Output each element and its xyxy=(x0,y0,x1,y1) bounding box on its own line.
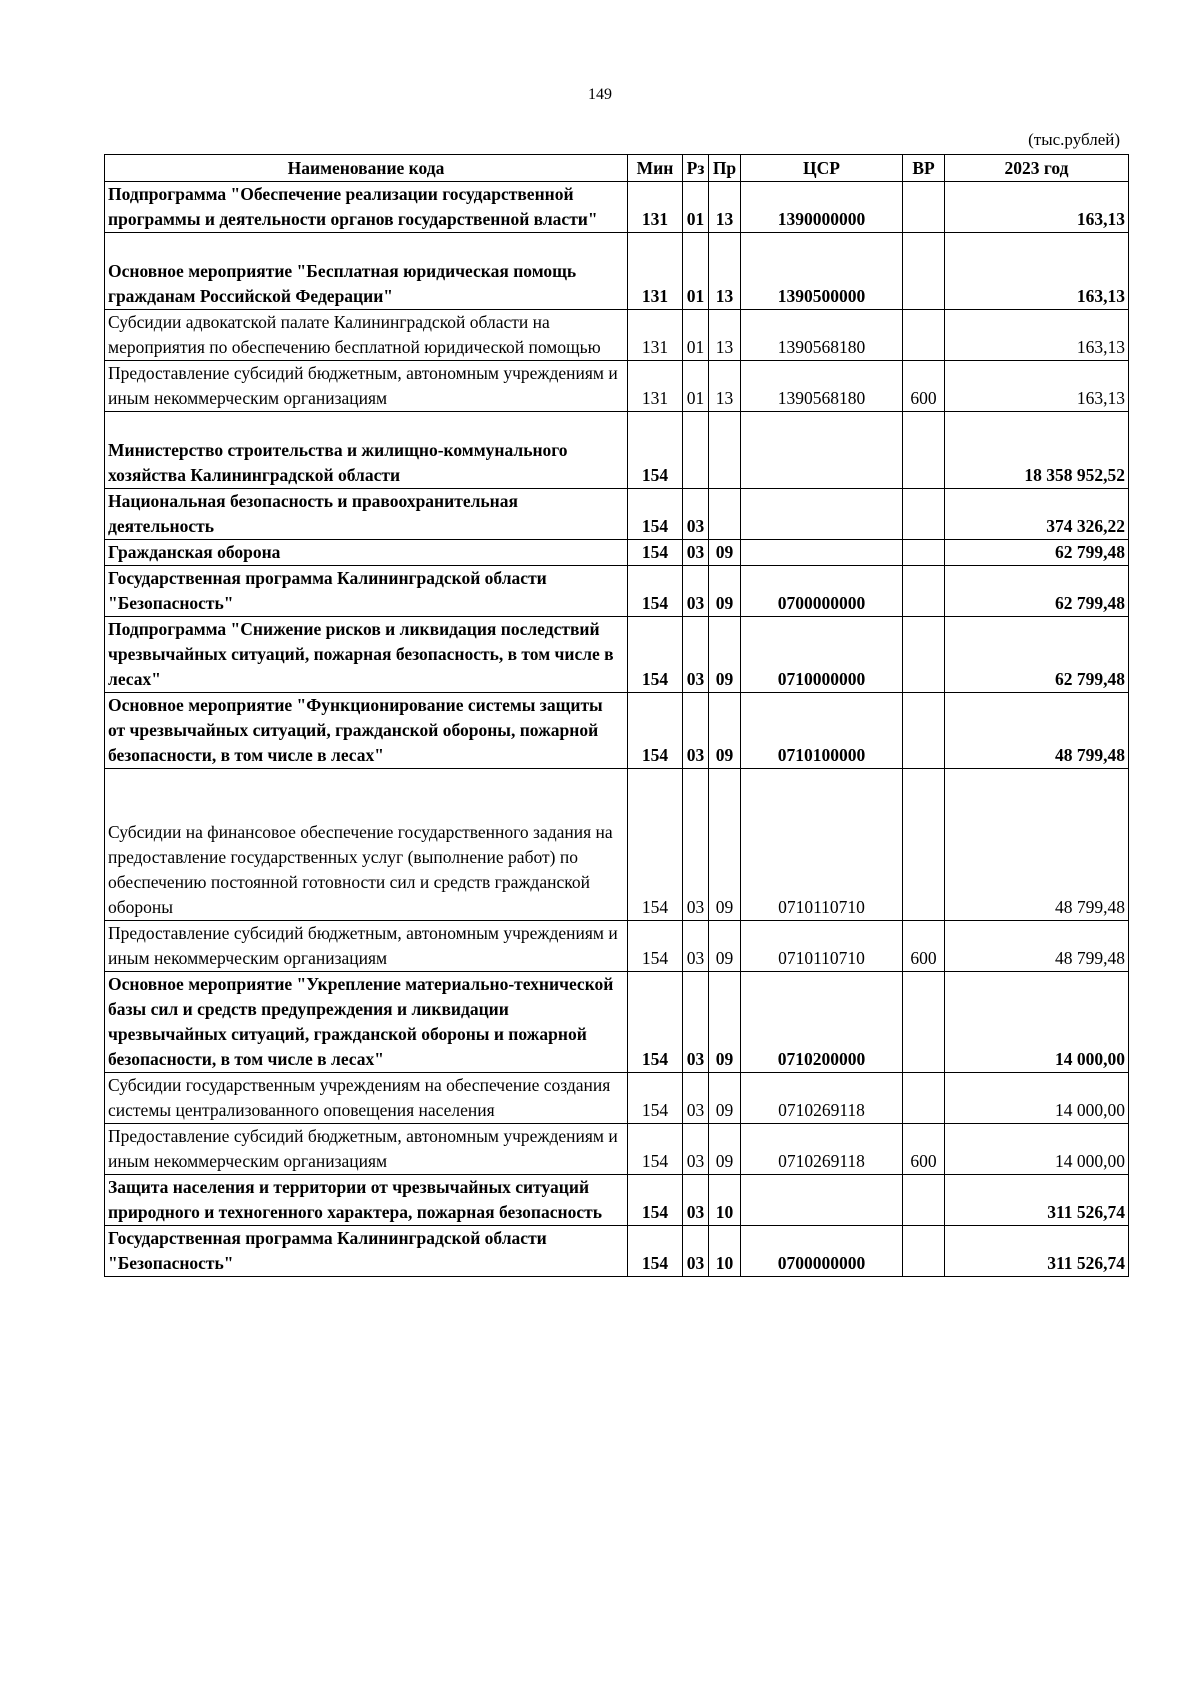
row-vr xyxy=(903,1175,945,1226)
row-min: 154 xyxy=(628,540,683,566)
row-rz: 03 xyxy=(683,921,709,972)
row-vr: 600 xyxy=(903,921,945,972)
row-amount: 62 799,48 xyxy=(945,617,1129,693)
table-row xyxy=(105,769,1129,921)
row-amount: 62 799,48 xyxy=(945,566,1129,617)
header-name: Наименование кода xyxy=(105,155,628,182)
row-min: 154 xyxy=(628,489,683,540)
row-amount: 163,13 xyxy=(945,182,1129,233)
row-amount: 163,13 xyxy=(945,233,1129,310)
row-rz: 01 xyxy=(683,182,709,233)
row-pr xyxy=(709,412,741,489)
row-amount: 14 000,00 xyxy=(945,1124,1129,1175)
row-pr xyxy=(709,489,741,540)
row-csr: 0710269118 xyxy=(741,1124,903,1175)
row-csr: 0710100000 xyxy=(741,693,903,769)
row-min: 154 xyxy=(628,1073,683,1124)
row-amount: 48 799,48 xyxy=(945,693,1129,769)
header-csr: ЦСР xyxy=(741,155,903,182)
row-pr: 09 xyxy=(709,540,741,566)
header-year: 2023 год xyxy=(945,155,1129,182)
row-name: Защита населения и территории от чрезвычайных ситуаций природного и техногенного характера, пожарная безопасность xyxy=(105,1175,628,1226)
row-name: Основное мероприятие "Укрепление материально-технической базы сил и средств предупреждения и ликвидации чрезвычайных ситуаций, гражданской обороны и пожарной безопасности, в том числе в лесах" xyxy=(105,972,628,1073)
header-min: Мин xyxy=(628,155,683,182)
row-name: Подпрограмма "Обеспечение реализации государственной программы и деятельности органов государственной власти" xyxy=(105,182,628,233)
header-row xyxy=(105,155,1129,182)
header-rz: Рз xyxy=(683,155,709,182)
row-vr xyxy=(903,489,945,540)
row-vr xyxy=(903,412,945,489)
row-min: 154 xyxy=(628,617,683,693)
row-rz: 03 xyxy=(683,617,709,693)
row-min: 131 xyxy=(628,361,683,412)
table-row xyxy=(105,617,1129,693)
row-pr: 13 xyxy=(709,233,741,310)
row-csr: 0710110710 xyxy=(741,769,903,921)
row-pr: 09 xyxy=(709,769,741,921)
row-amount: 163,13 xyxy=(945,310,1129,361)
row-min: 154 xyxy=(628,769,683,921)
row-vr xyxy=(903,310,945,361)
row-min: 131 xyxy=(628,182,683,233)
table-row xyxy=(105,972,1129,1073)
row-vr xyxy=(903,617,945,693)
row-pr: 09 xyxy=(709,566,741,617)
row-name: Основное мероприятие "Функционирование системы защиты от чрезвычайных ситуаций, гражданской обороны, пожарной безопасности, в том числе в лесах" xyxy=(105,693,628,769)
row-amount: 14 000,00 xyxy=(945,972,1129,1073)
row-csr: 1390568180 xyxy=(741,310,903,361)
row-rz: 03 xyxy=(683,1226,709,1277)
table-row xyxy=(105,489,1129,540)
row-amount: 374 326,22 xyxy=(945,489,1129,540)
row-csr: 0710269118 xyxy=(741,1073,903,1124)
row-name: Субсидии на финансовое обеспечение государственного задания на предоставление государственных услуг (выполнение работ) по обеспечению постоянной готовности сил и средств гражданской обороны xyxy=(105,769,628,921)
row-rz: 03 xyxy=(683,566,709,617)
page-number: 149 xyxy=(588,86,612,103)
table-row xyxy=(105,566,1129,617)
row-rz: 03 xyxy=(683,1175,709,1226)
row-pr: 13 xyxy=(709,361,741,412)
row-csr: 0700000000 xyxy=(741,1226,903,1277)
table-row xyxy=(105,1175,1129,1226)
row-amount: 311 526,74 xyxy=(945,1226,1129,1277)
row-pr: 09 xyxy=(709,921,741,972)
row-name: Министерство строительства и жилищно-коммунального хозяйства Калининградской области xyxy=(105,412,628,489)
table-row xyxy=(105,412,1129,489)
row-csr: 0710000000 xyxy=(741,617,903,693)
row-name: Государственная программа Калининградской области "Безопасность" xyxy=(105,1226,628,1277)
row-csr: 0710110710 xyxy=(741,921,903,972)
row-min: 154 xyxy=(628,1124,683,1175)
row-amount: 18 358 952,52 xyxy=(945,412,1129,489)
row-vr xyxy=(903,972,945,1073)
row-rz: 03 xyxy=(683,1124,709,1175)
row-amount: 163,13 xyxy=(945,361,1129,412)
row-name: Предоставление субсидий бюджетным, автономным учреждениям и иным некоммерческим организациям xyxy=(105,361,628,412)
row-pr: 10 xyxy=(709,1226,741,1277)
row-rz xyxy=(683,412,709,489)
table-row xyxy=(105,1073,1129,1124)
row-rz: 01 xyxy=(683,361,709,412)
row-pr: 10 xyxy=(709,1175,741,1226)
row-vr xyxy=(903,540,945,566)
row-min: 131 xyxy=(628,233,683,310)
row-name: Гражданская оборона xyxy=(105,540,628,566)
row-csr: 0700000000 xyxy=(741,566,903,617)
row-vr xyxy=(903,693,945,769)
table-row xyxy=(105,361,1129,412)
row-pr: 09 xyxy=(709,693,741,769)
row-vr xyxy=(903,1073,945,1124)
table-row xyxy=(105,1124,1129,1175)
row-name: Основное мероприятие "Бесплатная юридическая помощь гражданам Российской Федерации" xyxy=(105,233,628,310)
row-min: 154 xyxy=(628,693,683,769)
header-pr: Пр xyxy=(709,155,741,182)
row-min: 154 xyxy=(628,1175,683,1226)
row-pr: 13 xyxy=(709,310,741,361)
row-csr xyxy=(741,489,903,540)
row-vr xyxy=(903,1226,945,1277)
row-pr: 09 xyxy=(709,972,741,1073)
header-vr: ВР xyxy=(903,155,945,182)
row-name: Национальная безопасность и правоохранительная деятельность xyxy=(105,489,628,540)
row-min: 154 xyxy=(628,921,683,972)
row-min: 154 xyxy=(628,972,683,1073)
row-rz: 03 xyxy=(683,1073,709,1124)
row-csr: 0710200000 xyxy=(741,972,903,1073)
row-name: Предоставление субсидий бюджетным, автономным учреждениям и иным некоммерческим организациям xyxy=(105,921,628,972)
row-csr: 1390568180 xyxy=(741,361,903,412)
table-row xyxy=(105,693,1129,769)
table-row xyxy=(105,182,1129,233)
row-pr: 09 xyxy=(709,1124,741,1175)
table-row xyxy=(105,310,1129,361)
row-name: Предоставление субсидий бюджетным, автономным учреждениям и иным некоммерческим организациям xyxy=(105,1124,628,1175)
units-label: (тыс.рублей) xyxy=(1028,130,1120,149)
row-pr: 09 xyxy=(709,1073,741,1124)
row-rz: 01 xyxy=(683,233,709,310)
row-vr: 600 xyxy=(903,1124,945,1175)
row-min: 154 xyxy=(628,412,683,489)
row-csr xyxy=(741,412,903,489)
row-vr xyxy=(903,769,945,921)
table-row xyxy=(105,233,1129,310)
table-row xyxy=(105,1226,1129,1277)
row-rz: 03 xyxy=(683,693,709,769)
table-row xyxy=(105,921,1129,972)
row-amount: 48 799,48 xyxy=(945,769,1129,921)
row-rz: 03 xyxy=(683,489,709,540)
row-amount: 14 000,00 xyxy=(945,1073,1129,1124)
row-rz: 01 xyxy=(683,310,709,361)
row-amount: 48 799,48 xyxy=(945,921,1129,972)
row-amount: 62 799,48 xyxy=(945,540,1129,566)
row-csr xyxy=(741,540,903,566)
row-name: Государственная программа Калининградской области "Безопасность" xyxy=(105,566,628,617)
row-vr xyxy=(903,182,945,233)
row-min: 154 xyxy=(628,1226,683,1277)
row-rz: 03 xyxy=(683,769,709,921)
row-csr: 1390000000 xyxy=(741,182,903,233)
row-vr xyxy=(903,233,945,310)
row-pr: 13 xyxy=(709,182,741,233)
row-min: 131 xyxy=(628,310,683,361)
row-csr: 1390500000 xyxy=(741,233,903,310)
row-rz: 03 xyxy=(683,540,709,566)
row-amount: 311 526,74 xyxy=(945,1175,1129,1226)
row-vr xyxy=(903,566,945,617)
row-name: Подпрограмма "Снижение рисков и ликвидация последствий чрезвычайных ситуаций, пожарная безопасность, в том числе в лесах" xyxy=(105,617,628,693)
row-vr: 600 xyxy=(903,361,945,412)
budget-table xyxy=(104,154,1129,1277)
row-rz: 03 xyxy=(683,972,709,1073)
row-min: 154 xyxy=(628,566,683,617)
row-csr xyxy=(741,1175,903,1226)
row-name: Субсидии государственным учреждениям на обеспечение создания системы централизованного оповещения населения xyxy=(105,1073,628,1124)
row-name: Субсидии адвокатской палате Калининградской области на мероприятия по обеспечению бесплатной юридической помощью xyxy=(105,310,628,361)
table-row xyxy=(105,540,1129,566)
row-pr: 09 xyxy=(709,617,741,693)
